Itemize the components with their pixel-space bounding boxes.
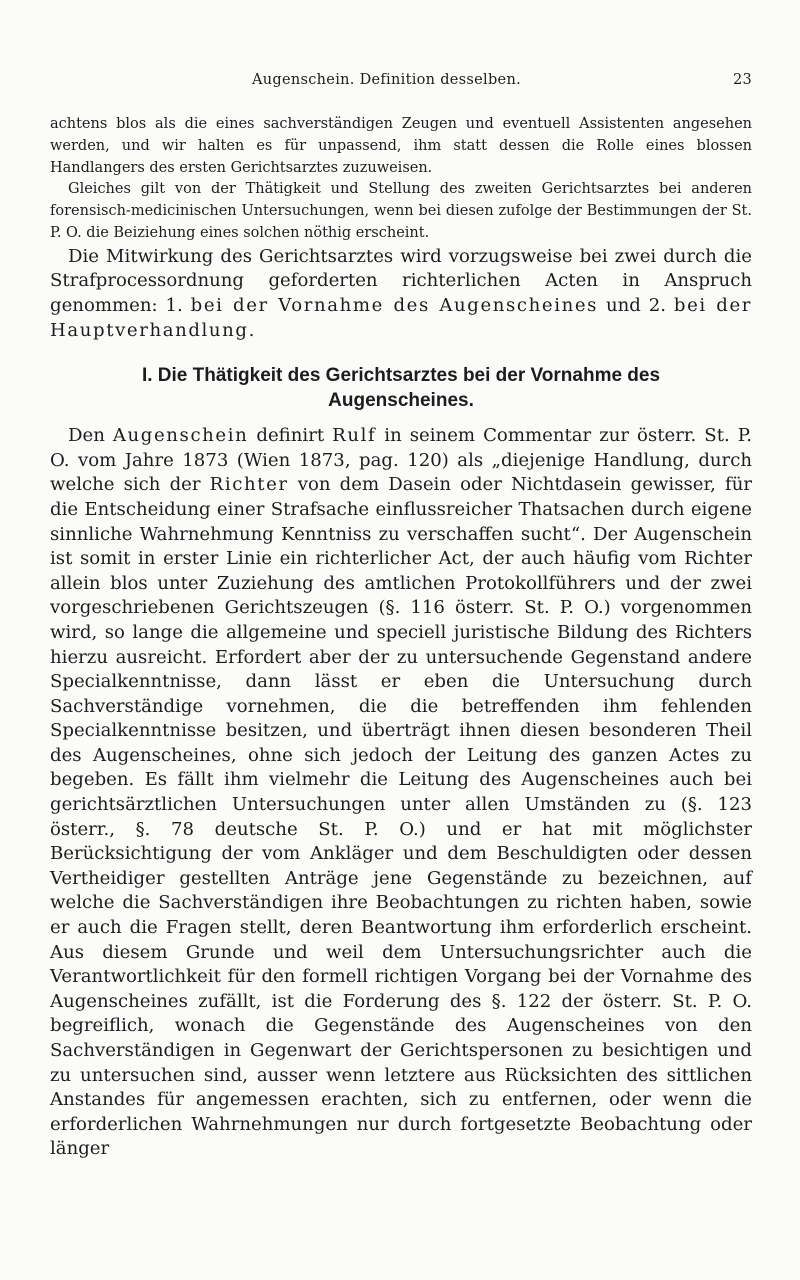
- spaced-emphasis: Richter: [209, 474, 289, 496]
- running-head-title: Augenschein. Definition desselben.: [252, 72, 521, 88]
- section-heading-line-1: I. Die Thätigkeit des Gerichtsarztes bei der Vornahme des: [141, 365, 661, 387]
- spaced-emphasis: Augenschein: [112, 425, 249, 447]
- paragraph-definition: Den Augenschein definirt Rulf in seinem Commentar zur österr. St. P. O. vom Jahre 1873 (Wien 1873, pag. 120) als „diejenige Handlung, durch welche sich der Richter von dem Dasein oder Nichtdasein gewisser, für die Entscheidung einer Strafsache einflussreicher Thatsachen durch eigene sinnliche Wahrnehmung Kenntniss zu verschaffen sucht“. Der Augenschein ist somit in erster Linie ein richterlicher Act, der auch häufig vom Richter allein blos unter Zuziehung des amtlichen Protokollführers und der zwei vorgeschriebenen Gerichtszeugen (§. 116 österr. St. P. O.) vorgenommen wird, so lange die allgemeine und speciell juristische Bildung des Richters hierzu ausreicht. Erfordert aber der zu untersuchende Gegenstand andere Specialkenntnisse, dann lässt er eben die Untersuchung durch Sachverständige vornehmen, die die betreffenden ihm fehlenden Specialkenntnisse besitzen, und überträgt ihnen diesen besonderen Theil des Augenscheines, ohne sich jedoch der Leitung des ganzen Actes zu begeben. Es fällt ihm vielmehr die Leitung des Augenscheines auch bei gerichtsärztlichen Untersuchungen unter allen Umständen zu (§. 123 österr., §. 78 deutsche St. P. O.) und er hat mit möglichster Berücksichtigung der vom Ankläger und dem Beschuldigten oder dessen Vertheidiger gestellten Anträge jene Gegenstände zu bezeichnen, auf welche die Sachverständigen ihre Beobachtungen zu richten haben, sowie er auch die Fragen stellt, deren Beantwortung ihm erforderlich erscheint. Aus diesem Grunde und weil dem Untersuchungsrichter auch die Verantwortlichkeit für den formell richtigen Vorgang bei der Vornahme des Augenscheines zufällt, ist die Forderung des §. 122 der österr. St. P. O. begreiflich, wonach die Gegenstände des Augenscheines von den Sachverständigen in Gegenwart der Gerichtspersonen zu besichtigen und zu untersuchen sind, ausser wenn letztere aus Rücksichten des sittlichen Anstandes für angemessen erachten, sich zu entfernen, oder wenn die erforderlichen Wahrnehmungen nur durch fortgesetzte Beobachtung oder länger: [50, 425, 753, 1160]
- paragraph-participation: Die Mitwirkung des Gerichtsarztes wird vorzugsweise bei zwei durch die Strafprocessordnung geforderten richterlichen Acten in Anspruch genommen: 1. bei der Vornahme des Augenscheines und 2. bei der Hauptverhandlung.: [50, 245, 753, 341]
- section-heading: [50, 363, 752, 413]
- paragraph-second-examiner: Gleiches gilt von der Thätigkeit und Stellung des zweiten Gerichtsarztes bei anderen forensisch-medicinischen Untersuchungen, wenn bei diesen zufolge der Bestimmungen der St. P. O. die Beiziehung eines solchen nöthig erscheint.: [50, 181, 752, 241]
- main-print-section: [50, 245, 752, 1162]
- spaced-emphasis: bei der Vornahme des Augenscheines: [190, 294, 599, 316]
- spaced-emphasis: bei der Hauptverhandlung: [50, 294, 753, 341]
- small-print-section: [50, 114, 752, 245]
- page-number: 23: [732, 72, 752, 88]
- section-heading-line-2: Augenscheines.: [328, 390, 474, 412]
- paragraph-continuation: achtens blos als die eines sachverständigen Zeugen und eventuell Assistenten angesehen werden, und wir halten es für unpassend, ihm statt dessen die Rolle eines blossen Handlangers des ersten Gerichtsarztes zuzuweisen.: [50, 116, 752, 176]
- spaced-emphasis: Rulf: [332, 425, 377, 447]
- body-text: [50, 114, 752, 1162]
